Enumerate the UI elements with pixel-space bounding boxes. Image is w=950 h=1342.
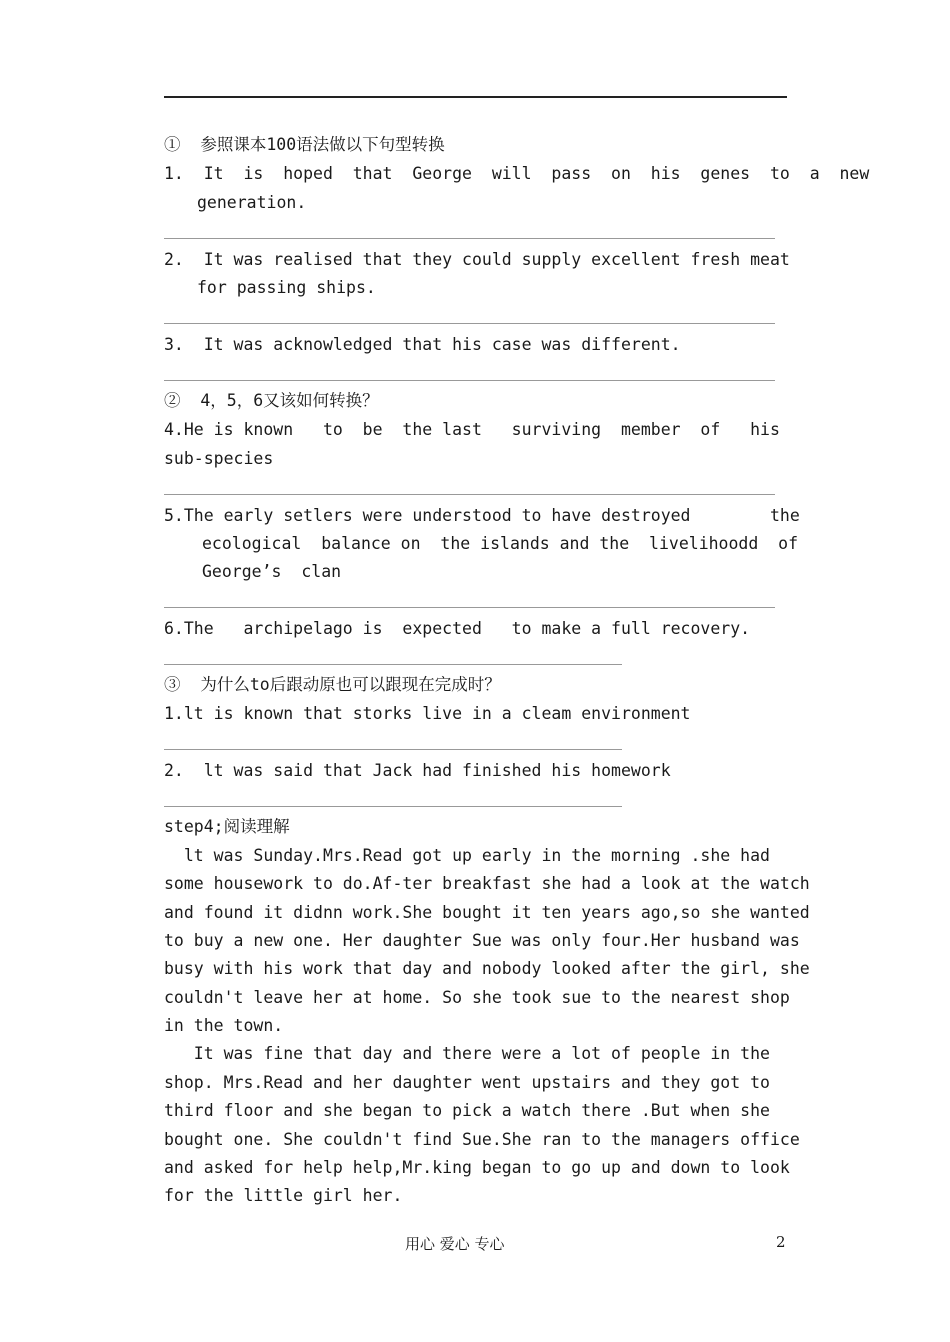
item4-line1: 4.He is known to be the last surviving member of his <box>164 420 780 439</box>
item5-line1: 5.The early setlers were understood to have destroyed the <box>164 506 800 525</box>
answer-line-2[interactable] <box>164 323 775 324</box>
item5-line2: ecological balance on the islands and the livelihoodd of <box>202 534 799 553</box>
paragraph-line: for the little girl her. <box>164 1186 403 1205</box>
paragraph-line: lt was Sunday.Mrs.Read got up early in the morning .she had <box>164 846 770 865</box>
item6: 6.The archipelago is expected to make a full recovery. <box>164 619 751 638</box>
paragraph-line: couldn't leave her at home. So she took sue to the nearest shop <box>164 988 790 1007</box>
section3-item1: 1.lt is known that storks live in a cleam environment <box>164 704 691 723</box>
section3-heading: ③ 为什么to后跟动原也可以跟现在完成时？ <box>164 675 501 694</box>
item1-line2: generation. <box>197 193 307 212</box>
paragraph-line: and found it didnn work.She bought it ten years ago,so she wanted <box>164 903 810 922</box>
header-rule <box>164 96 787 98</box>
item3: 3. It was acknowledged that his case was different. <box>164 335 681 354</box>
answer-line-4[interactable] <box>164 494 775 495</box>
paragraph-line: shop. Mrs.Read and her daughter went upstairs and they got to <box>164 1073 770 1092</box>
item2-line1: 2. It was realised that they could supply excellent fresh meat <box>164 250 790 269</box>
page-number: 2 <box>776 1233 786 1251</box>
paragraph-line: in the town. <box>164 1016 284 1035</box>
answer-line-6[interactable] <box>164 664 622 665</box>
footer-text: 用心 爱心 专心 <box>405 1235 505 1253</box>
paragraph-line: and asked for help help,Mr.king began to go up and down to look <box>164 1158 790 1177</box>
answer-line-7[interactable] <box>164 749 622 750</box>
answer-line-1[interactable] <box>164 238 775 239</box>
paragraph-line: some housework to do.Af-ter breakfast she had a look at the watch <box>164 874 810 893</box>
paragraph-line: It was fine that day and there were a lot of people in the <box>164 1044 770 1063</box>
answer-line-5[interactable] <box>164 607 775 608</box>
answer-line-8[interactable] <box>164 806 622 807</box>
section3-item2: 2. lt was said that Jack had finished his homework <box>164 761 671 780</box>
item4-line2: sub-species <box>164 449 274 468</box>
paragraph-line: to buy a new one. Her daughter Sue was only four.Her husband was <box>164 931 800 950</box>
item5-line3: George’s clan <box>202 562 342 581</box>
answer-line-3[interactable] <box>164 380 775 381</box>
paragraph-line: third floor and she began to pick a watch there .But when she <box>164 1101 770 1120</box>
section2-heading: ② 4，5，6又该如何转换？ <box>164 391 379 410</box>
item1-line1: 1. It is hoped that George will pass on his genes to a new <box>164 164 870 183</box>
paragraph-line: busy with his work that day and nobody looked after the girl, she <box>164 959 810 978</box>
item2-line2: for passing ships. <box>197 278 376 297</box>
reading-heading: step4;阅读理解 <box>164 817 290 836</box>
section1-heading: ① 参照课本100语法做以下句型转换 <box>164 135 445 154</box>
paragraph-line: bought one. She couldn't find Sue.She ran to the managers office <box>164 1130 800 1149</box>
